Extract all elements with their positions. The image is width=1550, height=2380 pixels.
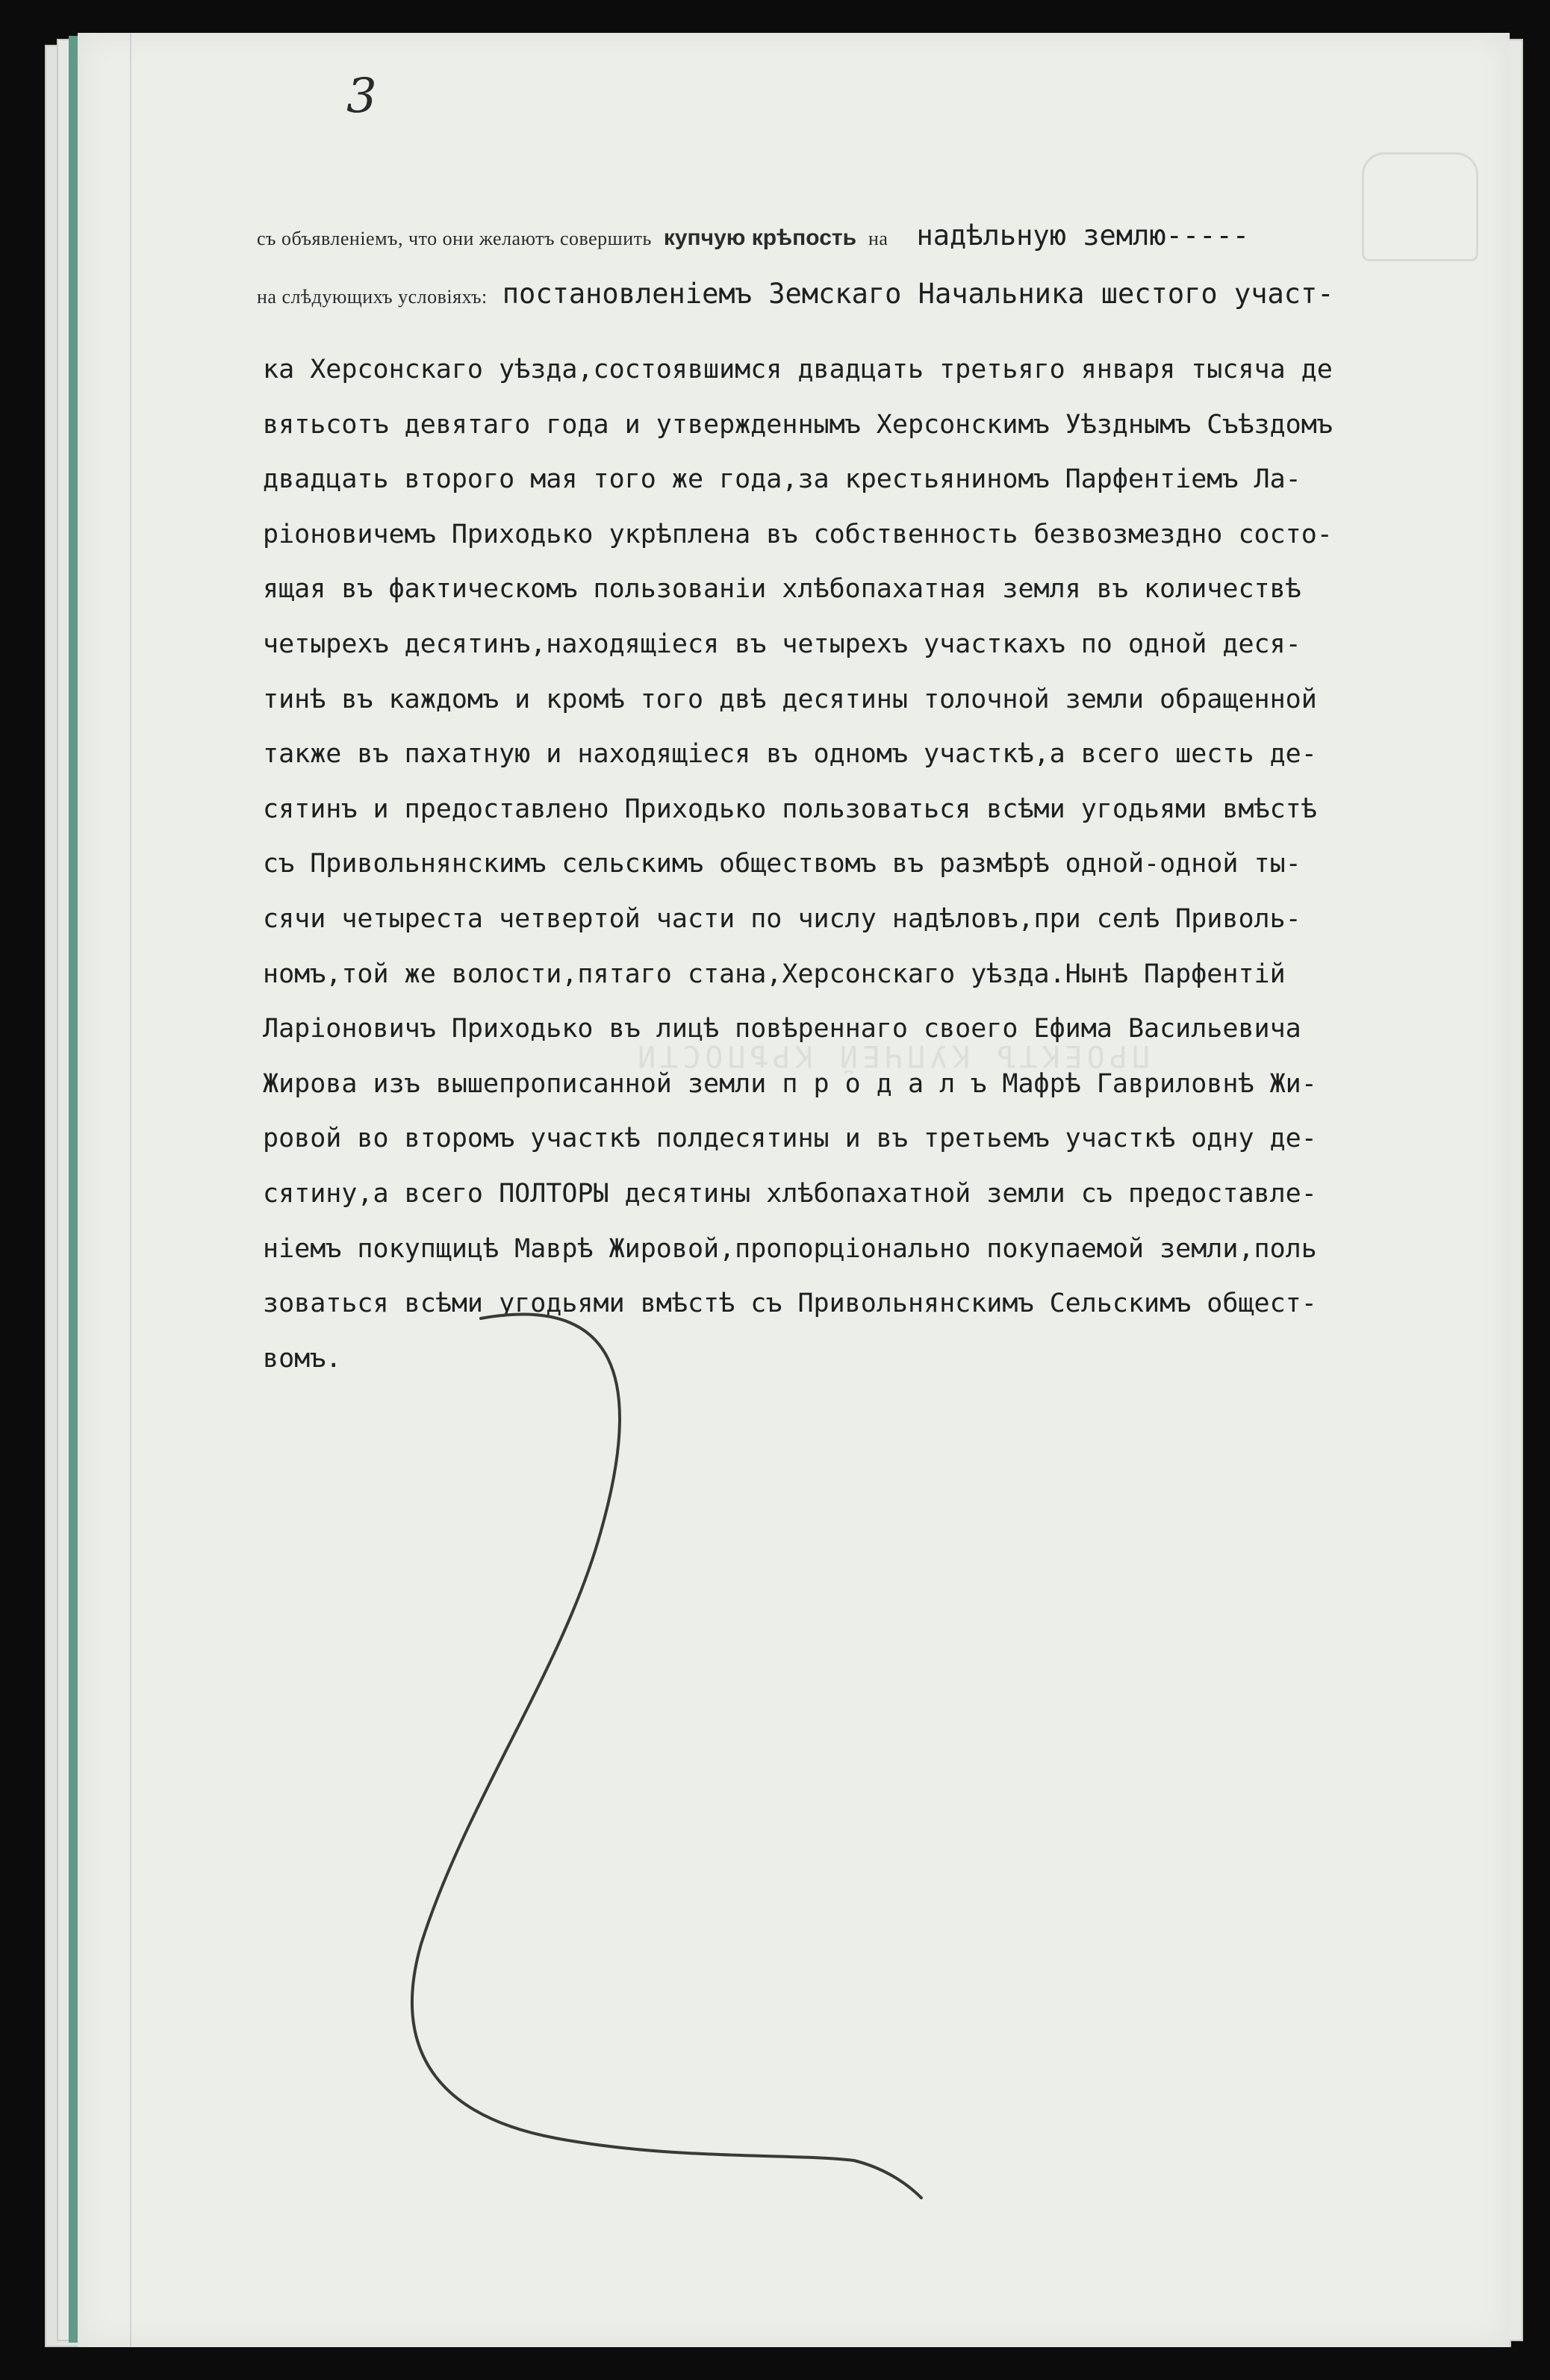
- show-through-text: ПРОЕКТЪ КУПЧЕЙ КРѢПОСТИ: [633, 1038, 1150, 1073]
- form-line-1: [257, 219, 1249, 252]
- body-line: ровой во второмъ участкѣ полдесятины и въ третьемъ участкѣ одну де-: [263, 1124, 1317, 1154]
- body-line: ніемъ покупщицѣ Маврѣ Жировой,пропорціонально покупаемой земли,поль: [263, 1233, 1317, 1264]
- body-line: ка Херсонскаго уѣзда,состоявшимся двадцать третьяго января тысяча де: [263, 355, 1333, 384]
- body-line: вомъ.: [263, 1343, 342, 1374]
- body-line: Жирова изъ вышепрописанной земли п р о д а л ъ Мафрѣ Гавриловнѣ Жи-: [263, 1068, 1317, 1099]
- body-line: сятину,а всего ПОЛТОРЫ десятины хлѣбопахатной земли съ предоставле-: [263, 1178, 1317, 1209]
- body-line: двадцать второго мая того же года,за крестьяниномъ Парфентіемъ Ла-: [263, 464, 1301, 495]
- page-number: 3: [346, 69, 377, 124]
- body-line: зоваться всѣми угодьями вмѣстѣ съ Привольнянскимъ Сельскимъ общест-: [263, 1289, 1317, 1319]
- typed-text: постановленіемъ Земскаго Начальника шестого участ-: [502, 278, 1334, 310]
- body-line: сятинъ и предоставлено Приходько пользоваться всѣми угодьями вмѣстѣ: [263, 794, 1317, 824]
- body-line: ріоновичемъ Приходько укрѣплена въ собственность безвозмездно состо-: [263, 519, 1333, 549]
- typed-text: надѣльную землю-----: [916, 219, 1250, 252]
- archive-stamp: [1362, 152, 1478, 261]
- body-line: тинѣ въ каждомъ и кромѣ того двѣ десятины толочной земли обращенной: [263, 684, 1317, 714]
- document-page: [78, 33, 1510, 2347]
- body-line: вятьсотъ девятаго года и утвержденнымъ Херсонскимъ Уѣзднымъ Съѣздомъ: [263, 409, 1333, 440]
- printed-text: съ объявленіемъ, что они желаютъ совершить: [257, 228, 652, 249]
- typed-body: [263, 343, 1550, 1386]
- body-line: номъ,той же волости,пятаго стана,Херсонскаго уѣзда.Нынѣ Парфентій: [263, 959, 1286, 989]
- printed-text: на слѣдующихъ условіяхъ:: [257, 286, 488, 308]
- body-line: сячи четыреста четвертой части по числу надѣловъ,при селѣ Приволь-: [263, 903, 1301, 934]
- margin-rule: [130, 33, 131, 2347]
- body-line: съ Привольнянскимъ сельскимъ обществомъ въ размѣрѣ одной-одной ты-: [263, 849, 1301, 879]
- body-line: четырехъ десятинъ,находящіеся въ четырехъ участкахъ по одной деся-: [263, 629, 1301, 659]
- deed-type: купчую крѣпость: [663, 225, 857, 250]
- form-line-2: [257, 278, 1334, 310]
- body-line: Ларіоновичъ Приходько въ лицѣ повѣреннаго своего Ефима Васильевича: [263, 1014, 1301, 1044]
- printed-text: на: [868, 228, 888, 249]
- body-line: ящая въ фактическомъ пользованіи хлѣбопахатная земля въ количествѣ: [263, 574, 1301, 605]
- body-line: также въ пахатную и находящіеся въ одномъ участкѣ,а всего шесть де-: [263, 739, 1317, 770]
